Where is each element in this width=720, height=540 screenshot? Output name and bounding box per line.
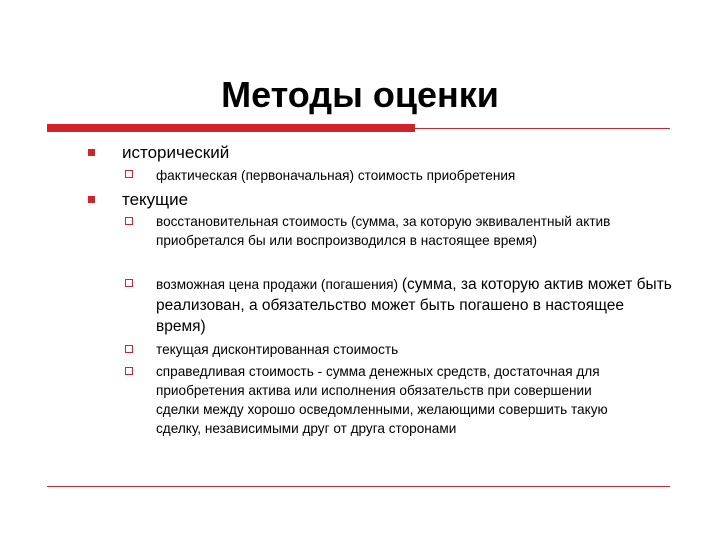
hollow-square-bullet-icon (125, 170, 133, 178)
bottom-rule (47, 486, 670, 487)
slide-title: Методы оценки (221, 74, 499, 115)
hollow-square-bullet-icon (125, 367, 133, 375)
list-item-current: текущие (122, 190, 189, 209)
sale-price-label: возможная цена продажи (погашения) (156, 277, 399, 292)
sub-item-acquisition-cost: фактическая (первоначальная) стоимость приобретения (156, 168, 516, 183)
list-item-historical: исторический (122, 143, 230, 162)
sale-price-description: (сумма, за которую актив может быть реализован, а обязательство может быть погашено в настоящее время) (156, 276, 672, 335)
title-underline-thin (415, 128, 670, 129)
sub-item-discounted-value: текущая дисконтированная стоимость (156, 342, 399, 357)
title-underline-thick (47, 124, 415, 132)
sub-item-fair-value: справедливая стоимость - сумма денежных средств, достаточная для приобретения актива или исполнения обязательств при совершении сделки между хорошо осведомленными, желающими совершить такую сделку, независимыми друг от друга сторонами (156, 364, 608, 436)
sub-item-sale-price (156, 274, 676, 337)
hollow-square-bullet-icon (125, 345, 133, 353)
sub-item-replacement-cost: восстановительная стоимость (сумма, за которую эквивалентный актив приобретался бы или воспроизводился в настоящее время) (156, 214, 611, 248)
hollow-square-bullet-icon (125, 279, 133, 287)
filled-square-bullet-icon (88, 196, 95, 203)
filled-square-bullet-icon (88, 149, 95, 156)
hollow-square-bullet-icon (125, 217, 133, 225)
